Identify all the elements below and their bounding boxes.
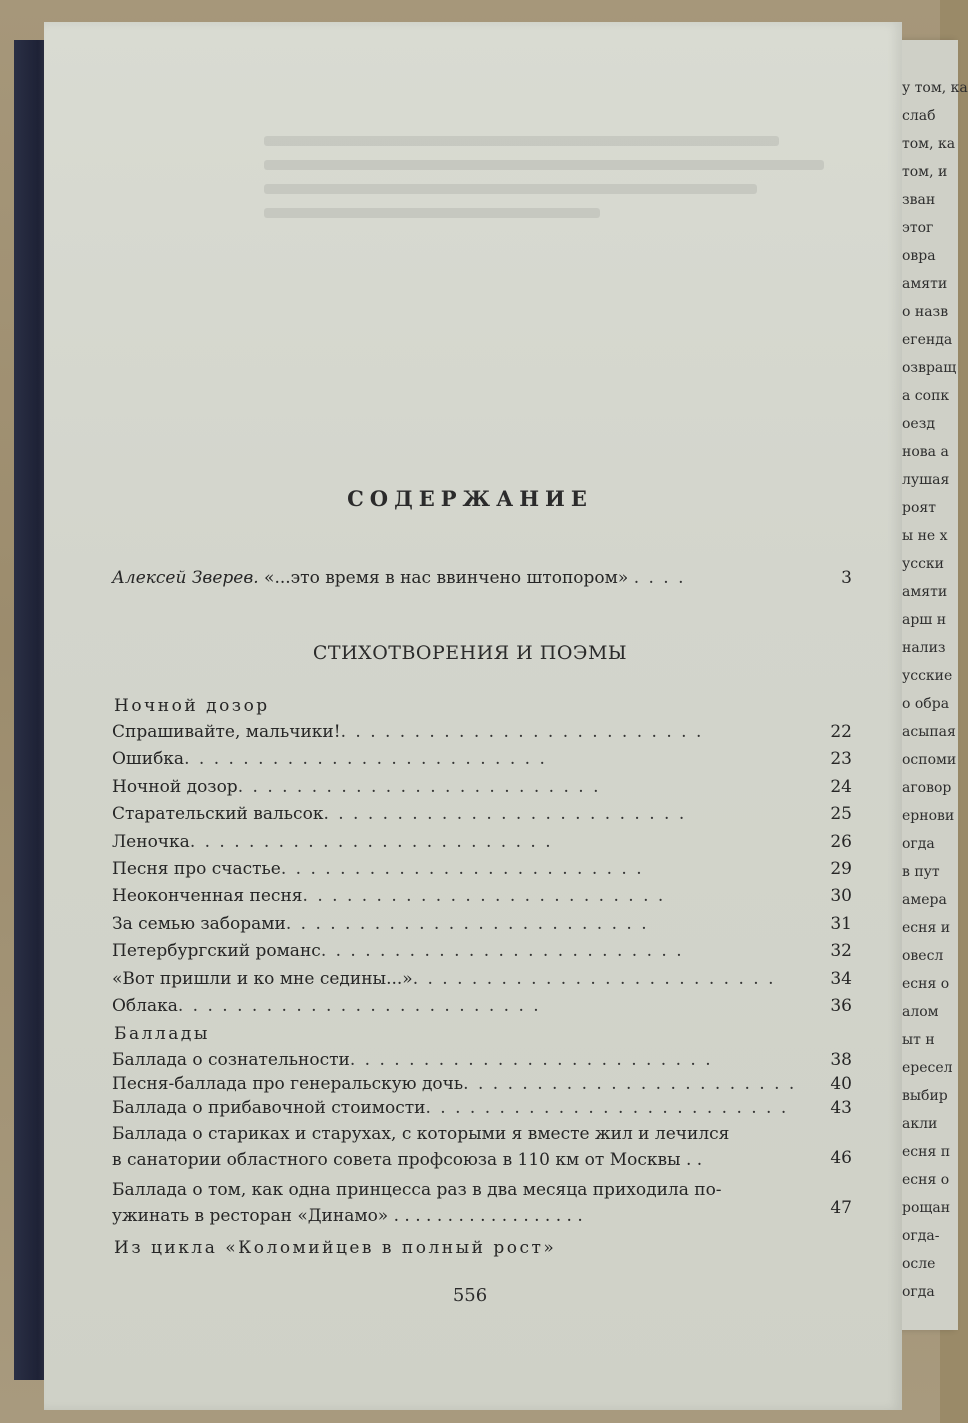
contents-heading: СОДЕРЖАНИЕ bbox=[347, 486, 593, 511]
next-page-fragment: усски bbox=[902, 556, 944, 572]
section-title-night-watch: Ночной дозор bbox=[114, 696, 270, 716]
intro-page: 3 bbox=[841, 568, 852, 588]
long-1-line-2 bbox=[112, 1150, 852, 1176]
toc-title: «Вот пришли и ко мне седины...» bbox=[112, 968, 413, 989]
next-page-fragment: амера bbox=[902, 892, 947, 908]
toc-page-number: 31 bbox=[830, 913, 852, 934]
toc-row-intro[interactable] bbox=[112, 568, 852, 592]
next-page-fragment: усские bbox=[902, 668, 953, 684]
toc-title: Песня про счастье bbox=[112, 859, 281, 879]
toc-title: Ошибка bbox=[112, 749, 185, 770]
next-page-fragment: нализ bbox=[902, 640, 946, 656]
leader-dots: . . . . . . . . . . . . . . . . . . . . . . . . . bbox=[340, 722, 704, 742]
toc-page-number: 32 bbox=[830, 941, 852, 962]
leader-dots: . . . . . . . . . . . . . . . . . . . . . . . . . bbox=[280, 859, 644, 879]
next-page-fragment: том, ка bbox=[902, 136, 956, 152]
leader-dots: . . . . . . . . . . . . . . . . . . . . . . . . . bbox=[237, 776, 601, 797]
toc-title: Петербургский романс bbox=[112, 941, 321, 962]
toc-page-number: 23 bbox=[830, 749, 852, 770]
toc-title: Леночка bbox=[112, 831, 190, 852]
toc-title: Спрашивайте, мальчики! bbox=[112, 722, 341, 742]
next-page-fragment: амяти bbox=[902, 584, 948, 600]
part-title: СТИХОТВОРЕНИЯ И ПОЭМЫ bbox=[312, 642, 628, 664]
toc-row[interactable] bbox=[112, 969, 852, 993]
toc-title: Баллада о сознательности bbox=[112, 1050, 350, 1070]
next-page-fragment: ересел bbox=[902, 1060, 953, 1076]
toc-row[interactable] bbox=[112, 941, 852, 965]
toc-row[interactable] bbox=[112, 1098, 852, 1122]
long-2-page: 47 bbox=[830, 1198, 852, 1218]
next-page-fragment: лушая bbox=[902, 472, 950, 488]
toc-title: Песня-баллада про генеральскую дочь bbox=[112, 1074, 464, 1094]
intro-title: «...это время в нас ввинчено штопором» bbox=[264, 568, 629, 588]
next-page-fragment: есня о bbox=[902, 1172, 950, 1188]
toc-page-number: 30 bbox=[830, 886, 852, 907]
page-number: 556 bbox=[452, 1285, 488, 1306]
toc-page-number: 22 bbox=[830, 722, 852, 742]
leader-dots: . . . . . . . . . . . . . . . . . . . . . . . . . bbox=[320, 941, 684, 962]
leader-dots: . . . . . . . . . . . . . . . . . . bbox=[393, 1206, 583, 1226]
toc-row[interactable] bbox=[112, 1074, 852, 1098]
leader-dots: . . . . . . . . . . . . . . . . . . . . . . . . . bbox=[285, 913, 649, 934]
toc-row-long-1[interactable] bbox=[112, 1124, 852, 1176]
long-2-line-2 bbox=[112, 1206, 852, 1232]
long-2-line-2-text: ужинать в ресторан «Динамо» bbox=[112, 1206, 389, 1226]
toc-page-number: 34 bbox=[830, 968, 852, 989]
toc-page-number: 29 bbox=[830, 859, 852, 879]
leader-dots: . . bbox=[686, 1150, 703, 1170]
toc-page-number: 40 bbox=[830, 1074, 852, 1094]
section-title-ballads: Баллады bbox=[114, 1024, 210, 1044]
next-page-fragment: егенда bbox=[902, 332, 953, 348]
toc-title: Старательский вальсок bbox=[112, 804, 324, 825]
next-page-fragment: о назв bbox=[902, 304, 949, 320]
next-page-fragment: том, и bbox=[902, 164, 948, 180]
toc-title: Баллада о прибавочной стоимости bbox=[112, 1098, 426, 1118]
leader-dots: . . . . . . . . . . . . . . . . . . . . . . . . . bbox=[349, 1050, 713, 1070]
toc-row[interactable] bbox=[112, 1050, 852, 1074]
next-page-fragment: амяти bbox=[902, 276, 948, 292]
next-page-fragment: есня п bbox=[902, 1144, 951, 1160]
next-page-fragment: овра bbox=[902, 248, 936, 264]
next-page-fragment: ыт н bbox=[902, 1032, 935, 1048]
toc-title: За семью заборами bbox=[112, 913, 286, 934]
toc-page-number: 36 bbox=[830, 996, 852, 1016]
next-page-fragment: огда- bbox=[902, 1228, 940, 1244]
leader-dots: . . . . . . . . . . . . . . . . . . . . . . . . . bbox=[177, 996, 541, 1016]
next-page-fragment: выбир bbox=[902, 1088, 948, 1104]
next-page-fragment: о обра bbox=[902, 696, 950, 712]
next-page-fragment: есня и bbox=[902, 920, 951, 936]
next-page-fragment: алом bbox=[902, 1004, 939, 1020]
show-through-text bbox=[264, 122, 824, 242]
next-page-fragment: арш н bbox=[902, 612, 947, 628]
long-2-line-1: Баллада о том, как одна принцесса раз в два месяца приходила по- bbox=[112, 1180, 722, 1200]
toc-title: Неоконченная песня bbox=[112, 886, 303, 907]
toc-page-number: 25 bbox=[830, 804, 852, 825]
long-1-page: 46 bbox=[830, 1148, 852, 1168]
toc-page-number: 38 bbox=[830, 1050, 852, 1070]
next-page-fragment: слаб bbox=[902, 108, 936, 124]
next-page-fragment: озвращ bbox=[902, 360, 957, 376]
leader-dots: . . . . . . . . . . . . . . . . . . . . . . . . . bbox=[189, 831, 553, 852]
next-page-fragment: ы не х bbox=[902, 528, 948, 544]
next-page-fragment: а сопк bbox=[902, 388, 950, 404]
next-page-fragment: асыпая bbox=[902, 724, 956, 740]
leader-dots: . . . . . . . . . . . . . . . . . . . . . . . . . bbox=[412, 968, 776, 989]
leader-dots: . . . . bbox=[633, 568, 686, 588]
toc-page-number: 43 bbox=[830, 1098, 852, 1118]
toc-row[interactable] bbox=[112, 886, 852, 910]
next-page-fragment: нова а bbox=[902, 444, 949, 460]
next-page-fragment: в пут bbox=[902, 864, 940, 880]
leader-dots: . . . . . . . . . . . . . . . . . . . . . . . . . bbox=[302, 886, 666, 907]
next-page-fragment: рощан bbox=[902, 1200, 951, 1216]
toc-row[interactable] bbox=[112, 859, 852, 883]
next-page-fragment: овесл bbox=[902, 948, 944, 964]
long-1-line-1: Баллада о стариках и старухах, с которыми я вместе жил и лечился bbox=[112, 1124, 730, 1144]
next-page-fragment: огда bbox=[902, 836, 935, 852]
leader-dots: . . . . . . . . . . . . . . . . . . . . . . . bbox=[463, 1074, 797, 1094]
leader-dots: . . . . . . . . . . . . . . . . . . . . . . . . . bbox=[425, 1098, 789, 1118]
section-title-kolomiytsev: Из цикла «Коломийцев в полный рост» bbox=[114, 1238, 557, 1258]
toc-row[interactable] bbox=[112, 832, 852, 856]
next-page-fragment: оспоми bbox=[902, 752, 957, 768]
toc-row[interactable] bbox=[112, 996, 852, 1020]
toc-row[interactable] bbox=[112, 914, 852, 938]
next-page-fragment: ернови bbox=[902, 808, 955, 824]
next-page-fragment: есня о bbox=[902, 976, 950, 992]
toc-title: Ночной дозор bbox=[112, 776, 238, 797]
toc-row[interactable] bbox=[112, 777, 852, 801]
toc-page-number: 26 bbox=[830, 831, 852, 852]
toc-row[interactable] bbox=[112, 722, 852, 746]
toc-title: Облака bbox=[112, 996, 178, 1016]
toc-row-long-2[interactable] bbox=[112, 1180, 852, 1232]
intro-author: Алексей Зверев. bbox=[112, 568, 259, 588]
next-page-fragment: зван bbox=[902, 192, 936, 208]
next-page-fragment: огда bbox=[902, 1284, 935, 1300]
leader-dots: . . . . . . . . . . . . . . . . . . . . . . . . . bbox=[184, 749, 547, 770]
toc-row[interactable] bbox=[112, 749, 852, 773]
toc-row[interactable] bbox=[112, 804, 852, 828]
next-page-fragment: этог bbox=[902, 220, 934, 236]
next-page-fragment: осле bbox=[902, 1256, 936, 1272]
next-page-fragment: роят bbox=[902, 500, 936, 516]
toc-page-number: 24 bbox=[830, 776, 852, 797]
next-page-fragment: у том, ка bbox=[902, 80, 968, 96]
next-page-edge bbox=[898, 40, 968, 1330]
next-page-fragment: аговор bbox=[902, 780, 952, 796]
next-page-fragment: оезд bbox=[902, 416, 935, 432]
next-page-fragment: акли bbox=[902, 1116, 938, 1132]
long-1-line-2-text: в санатории областного совета профсоюза в 110 км от Москвы bbox=[112, 1150, 681, 1170]
leader-dots: . . . . . . . . . . . . . . . . . . . . . . . . . bbox=[323, 804, 687, 825]
